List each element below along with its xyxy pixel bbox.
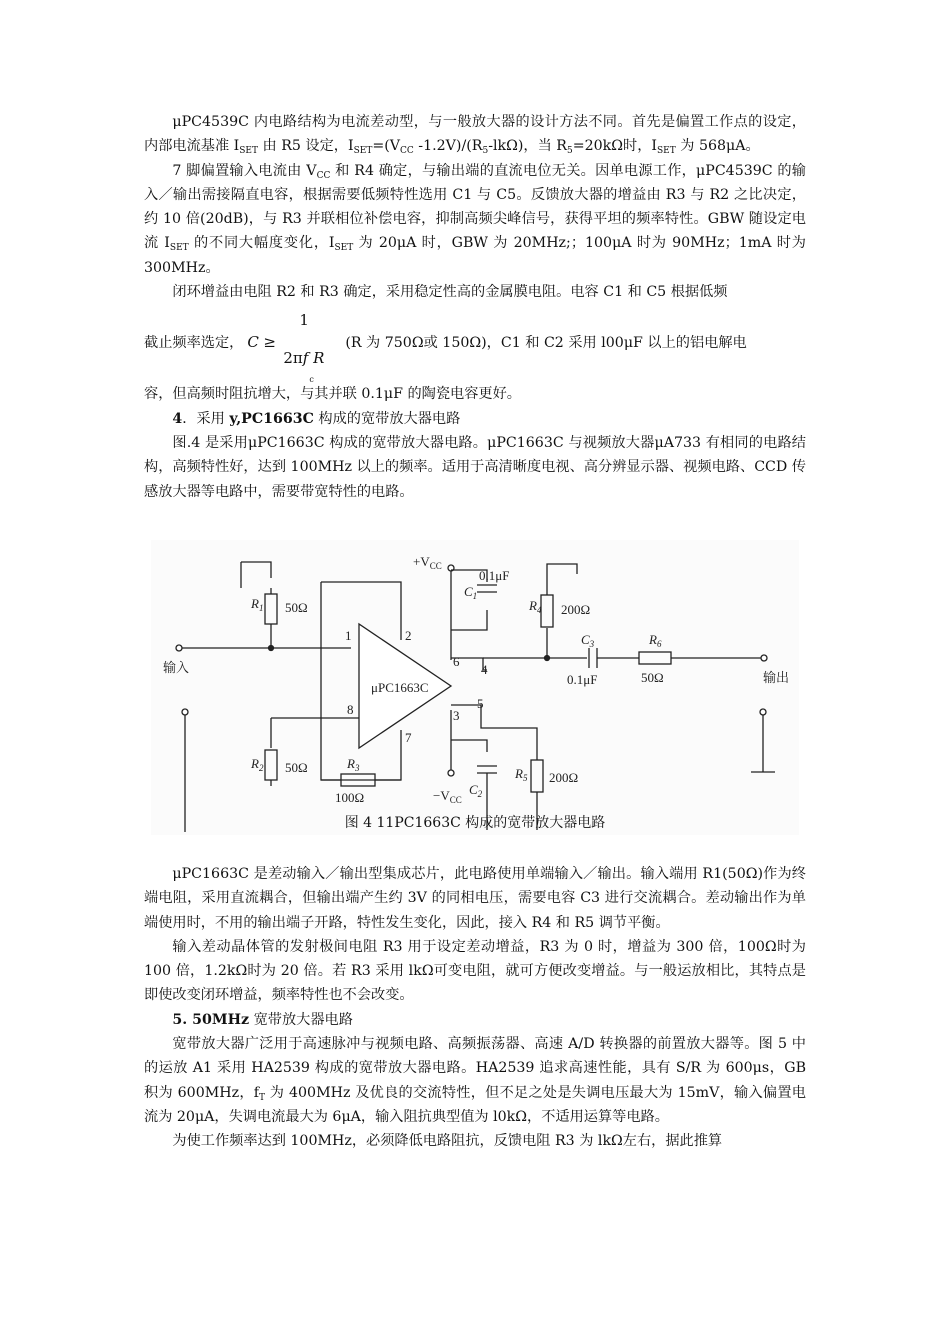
paragraph-8: 输入差动晶体管的发射极间电阻 R3 用于设定差动增益，R3 为 0 时，增益为 300 倍，100Ω时为 100 倍，1.2kΩ时为 20 倍。若 R3 采用 lkΩ可变电阻，就可方便改变增益。与一般运放相比，其特点是即使改变闭环增益，频率特性也不会改变。 xyxy=(144,938,806,1004)
paragraph-3: 闭环增益由电阻 R2 和 R3 确定，采用稳定性高的金属膜电阻。电容 C1 和 C5 根据低频 xyxy=(172,284,728,301)
section-heading-4: 4．采用 y,PC1663C 构成的宽带放大器电路 xyxy=(172,410,461,427)
formula-line xyxy=(144,304,806,385)
paragraph-5: 容，但高频时阻抗增大，与其并联 0.1μF 的陶瓷电容更好。 xyxy=(144,386,521,403)
paragraph-10: 为使工作频率达到 100MHz，必须降低电路阻抗，反馈电阻 R3 为 lkΩ左右，据此推算 xyxy=(172,1133,723,1150)
paragraph-6: 图.4 是采用μPC1663C 构成的宽带放大器电路。μPC1663C 与视频放大器μA733 有相同的电路结构，高频特性好，达到 100MHz 以上的频率。适用于高清晰度电视、高分辨显示器、视频电路、CCD 传感放大器等电路中，需要带宽特性的电路。 xyxy=(144,434,806,500)
r3-label: $R_3$ xyxy=(347,756,360,773)
figure-caption: 图 4 11PC1663C 构成的宽带放大器电路 xyxy=(344,815,606,831)
section-heading-5: 5. 50MHz 宽带放大器电路 xyxy=(172,1011,353,1028)
r1-value: 50Ω xyxy=(285,600,308,615)
pin-3: 3 xyxy=(453,708,460,723)
pin-5: 5 xyxy=(477,696,484,711)
r6-label: $R_6$ xyxy=(649,632,662,649)
c3-label: $C_3$ xyxy=(581,632,595,649)
input-label: 输入 xyxy=(163,660,190,675)
text-block-top xyxy=(144,110,806,504)
vcc-positive-label: $+V_{CC}$ xyxy=(413,554,442,571)
pin-8: 8 xyxy=(347,702,354,717)
pin-1: 1 xyxy=(345,628,352,643)
formula-prefix-text: 截止频率选定， xyxy=(144,335,244,352)
c3-value: 0.1μF xyxy=(567,672,598,687)
circuit-diagram xyxy=(151,540,799,835)
chip-label: μPC1663C xyxy=(371,680,429,695)
output-label: 输出 xyxy=(763,670,790,685)
paragraph-2: 7 脚偏置输入电流由 $V_{CC}$ 和 R4 确定，与输出端的直流电位无关。因单电源工作，μPC4539C 的输入／输出需接隔直电容，根据需要低频特性选用 C1 与 C5。反馈放大器的增益由 R3 与 R2 之比决定，约 10 倍(20dB)，与 R3 并联相位补偿电容，抑制高频尖峰信号，获得平坦的频率特性。GBW 随设定电流 $I_{SET}$ 的不同大幅度变化，$I_{SET}$ 为 20μA 时，GBW 为 20MHz;；100μA 时为 90MHz；1mA 时为 300MHz。 xyxy=(144,162,806,276)
formula-numerator: 1 xyxy=(299,311,309,330)
formula-ge: ≥ xyxy=(263,333,276,352)
pin-6: 6 xyxy=(453,654,460,669)
r5-label: $R_5$ xyxy=(515,766,528,783)
formula-denominator: 2πf R xyxy=(283,349,325,368)
r1-label: $R_1$ xyxy=(251,596,264,613)
r6-value: 50Ω xyxy=(641,670,664,685)
paragraph-1: μPC4539C 内电路结构为电流差动型，与一般放大器的设计方法不同。首先是偏置工作点的设定，内部电流基准 $I_{SET}$ 由 R5 设定，$I_{SET}=(V_{CC}$ $-1.2V)/(R_5-lk\Omega)$，当 $R_5=20k\Omega$时，$I_{SET}$ 为 568μA。 xyxy=(144,114,806,157)
c1-value: 0.1μF xyxy=(479,568,510,583)
r5-value: 200Ω xyxy=(549,770,579,785)
pin-4: 4 xyxy=(481,662,488,677)
paragraph-9: 宽带放大器广泛用于高速脉冲与视频电路、高频振荡器、高速 A/D 转换器的前置放大器等。图 5 中的运放 A1 采用 HA2539 构成的宽带放大器电路。HA2539 追求高速性能，具有 S/R 为 600μs，GB 积为 600MHz，$f_T$ 为 400MHz 及优良的交流特性，但不足之处是失调电压最大为 15mV，输入偏置电流为 20μA，失调电流最大为 6μA，输入阻抗典型值为 l0kΩ，不适用运算等电路。 xyxy=(144,1036,806,1125)
text-block-bottom xyxy=(144,862,806,1154)
r2-label: $R_2$ xyxy=(251,756,264,773)
pin-2: 2 xyxy=(405,628,412,643)
pin-7: 7 xyxy=(405,730,412,745)
r2-value: 50Ω xyxy=(285,760,308,775)
formula-c: C xyxy=(247,333,259,352)
c2-label: $C_2$ xyxy=(469,782,483,799)
formula-subscript-c: c xyxy=(309,375,314,385)
r4-label: $R_4$ xyxy=(529,598,542,615)
c1-label: $C_1$ xyxy=(464,584,478,601)
paragraph-7: μPC1663C 是差动输入／输出型集成芯片，此电路使用单端输入／输出。输入端用 R1(50Ω)作为终端电阻，采用直流耦合，但输出端产生约 3V 的同相电压，需要电容 C3 进行交流耦合。差动输出作为单端使用时，不用的输出端子开路，特性发生变化，因此，接入 R4 和 R5 调节平衡。 xyxy=(144,866,806,931)
vcc-negative-label: $-V_{CC}$ xyxy=(433,788,462,805)
r4-value: 200Ω xyxy=(561,602,591,617)
capacitance-formula xyxy=(247,308,339,385)
formula-suffix-text: (R 为 750Ω或 150Ω)，C1 和 C2 采用 l00μF 以上的铝电解电 xyxy=(345,335,747,352)
r3-value: 100Ω xyxy=(335,790,365,805)
